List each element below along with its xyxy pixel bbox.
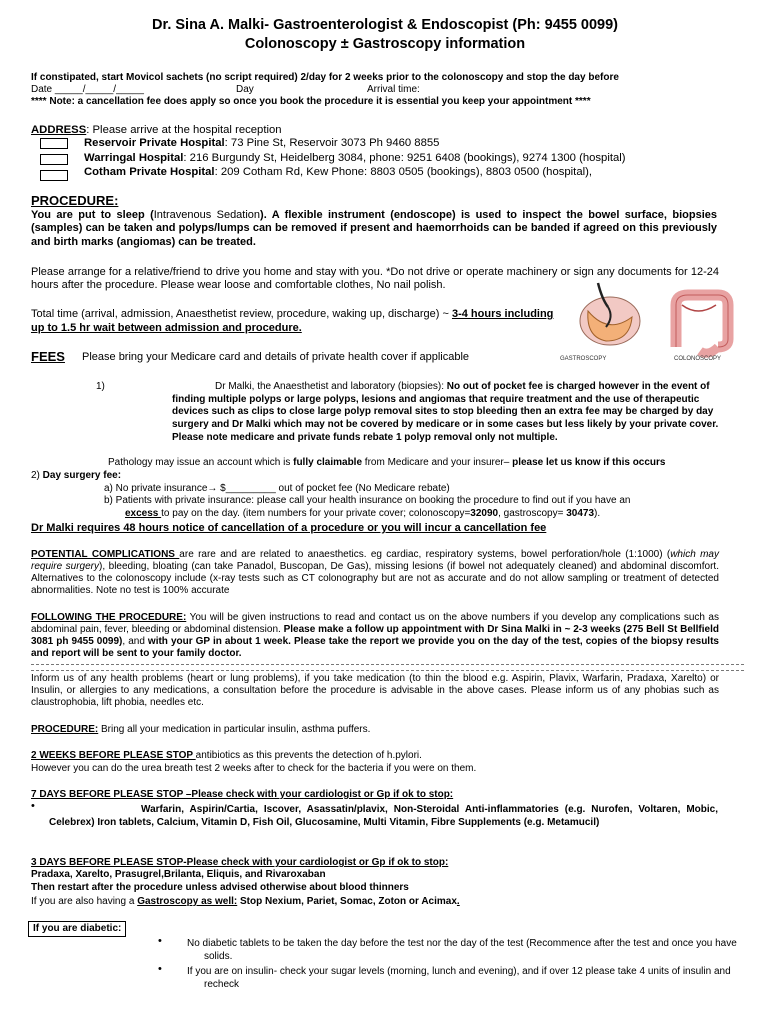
divider-line [31,664,744,665]
date-field-label: Date _____/_____/_____ [31,84,144,95]
hospital-details: : 209 Cotham Rd, Kew Phone: 8803 0505 (bookings), 8803 0500 (hospital), [214,166,593,178]
fees-heading: FEES [31,349,65,364]
potential-complications: POTENTIAL COMPLICATIONS are rare and are related to anaesthetics. eg cardiac, respiratory systems, bowel perforation/hole (1:1000) (which may require surgery), bleeding, bloating (can take Panadol, Buscopan, De Gas), missing lesions (if bowel not adequately cleaned) and abdominal discomfort. Alternatives to the colonoscopy include (x-ray tests such as CT colonography but are not as accurate and do not allow sampling or treatment of detected abnormalities. Note no test is 100% accurate [31,549,719,596]
cancellation-notice: Dr Malki requires 48 hours notice of cancellation of a procedure or you will incur a cancellation fee [31,522,547,534]
divider-line [31,670,744,671]
hospital-name: Warringal Hospital [84,152,184,164]
hospital-details: : 216 Burgundy St, Heidelberg 3084, phone: 9251 6408 (bookings), 9274 1300 (hospital) [183,152,626,164]
hospital-name: Reservoir Private Hospital [84,137,225,149]
hospital-checkbox-warringal[interactable] [40,154,68,165]
day-field-label: Day [236,84,254,95]
diabetic-heading: If you are diabetic: [28,921,126,937]
endoscopy-illustration [558,277,736,365]
movicol-instruction: If constipated, start Movicol sachets (no script required) 2/day for 2 weeks prior to the colonoscopy and stop the day before [31,72,619,83]
address-instruction: : Please arrive at the hospital reception [86,124,282,136]
fee-item-1: Dr Malki, the Anaesthetist and laboratory (biopsies): No out of pocket fee is charged however in the event of finding multiple polyps or large polyps, lesions and angiomas that require treatment and the use of therapeutic devices such as clips to close large polyp removal sites to stop bleeding then an extra fee may be charged by day surgery and Dr Malki which may not be covered by medicare or in some cases but less likely by your private cover. Please note medicare and private funds rebate 1 polyp removal only not multiple. [172,381,719,443]
two-weeks-before: 2 WEEKS BEFORE PLEASE STOP antibiotics as this prevents the detection of h.pylori. [31,750,422,761]
bullet-icon: • [31,800,35,812]
gastroscopy-image [580,283,640,345]
procedure-arrangements: Please arrange for a relative/friend to drive you home and stay with you. *Do not drive or operate machinery or sign any documents for 12-24 hours after the procedure. Please wear loose and comfortable clothes, No nail polish. [31,266,719,292]
procedure-heading: PROCEDURE: [31,193,119,208]
pathology-note: Pathology may issue an account which is fully claimable from Medicare and your insurer– please let us know if this occurs [108,457,666,468]
gastroscopy-label: GASTROSCOPY [560,356,607,362]
procedure-medication: PROCEDURE: Bring all your medication in particular insulin, asthma puffers. [31,724,371,735]
two-weeks-breath-test: However you can do the urea breath test 2 weeks after to check for the bacteria if you were on them. [31,763,477,774]
hospital-details: : 73 Pine St, Reservoir 3073 Ph 9460 8855 [224,137,440,149]
bullet-icon: • [158,935,162,947]
three-days-medications: Pradaxa, Xarelto, Prasugrel,Brilanta, Eliquis, and Rivaroxaban [31,869,326,880]
colonoscopy-label: COLONOSCOPY [674,356,722,362]
fee-item-2: 2) Day surgery fee: [31,470,122,481]
procedure-description: You are put to sleep (Intravenous Sedation). A flexible instrument (endoscope) is used to inspect the bowel surface, biopsies (samples) can be taken and polyps/lumps can be removed if present and haemorrhoids can be banded if agreed on this previously and birth marks (angiomas) can be treated. [31,209,717,248]
fee-item-2b-line2: excess to pay on the day. (item numbers for your private cover; colonoscopy=32090, gastroscopy= 30473). [125,508,601,519]
address-section [31,124,282,138]
bullet-icon: • [158,963,162,975]
fee-item-2a: a) No private insurance→ $_________ out of pocket fee (No Medicare rebate) [104,483,450,494]
page-subtitle: Colonoscopy ± Gastroscopy information [244,36,526,52]
hospital-name: Cotham Private Hospital [84,166,215,178]
seven-days-medications: Warfarin, Aspirin/Cartia, Iscover, Asassatin/plavix, Non-Steroidal Anti-inflammatories (e.g. Nurofen, Voltaren, Mobic, Celebrex) Iron tablets, Calcium, Vitamin D, Fish Oil, Glucosamine, Multi Vitamin, Fibre Supplements (e.g. Metamucil) [49,804,718,828]
restart-instruction: Then restart after the procedure unless advised otherwise about blood thinners [31,882,409,893]
arrival-time-label: Arrival time: [367,84,420,95]
hospital-checkbox-cotham[interactable] [40,170,68,181]
diabetic-item-tablets: No diabetic tablets to be taken the day before the test nor the day of the test (Recommence after the test and once you have solids. [187,938,737,962]
hospital-warringal [84,152,626,166]
page-title: Dr. Sina A. Malki- Gastroenterologist & Endoscopist (Ph: 9455 0099) [152,17,618,33]
following-procedure: FOLLOWING THE PROCEDURE: You will be given instructions to read and contact us on the above numbers if you develop any complications such as abdominal pain, fever, bleeding or abdominal distension. Please make a follow up appointment with Dr Sina Malki in ~ 2-3 weeks (275 Bell St Bellfield 3081 ph 9455 0099), and with your GP in about 1 week. Please take the report we provide you on the day of the test, copies of the biopsy results and report will be sent to your family doctor. [31,612,719,659]
colonoscopy-image [676,295,728,353]
three-days-heading: 3 DAYS BEFORE PLEASE STOP-Please check with your cardiologist or Gp if ok to stop: [31,857,449,868]
hospital-cotham [84,166,592,180]
seven-days-heading: 7 DAYS BEFORE PLEASE STOP –Please check with your cardiologist or Gp if ok to stop: [31,789,454,800]
diabetic-item-insulin: If you are on insulin- check your sugar levels (morning, lunch and evening), and if over 12 please take 4 units of insulin and recheck [187,966,731,990]
cancellation-note: **** Note: a cancellation fee does apply so once you book the procedure it is essential you keep your appointment **** [31,96,591,107]
gastroscopy-stop-note: If you are also having a Gastroscopy as well: Stop Nexium, Pariet, Somac, Zoton or Acimax. [31,896,460,907]
fees-intro: Please bring your Medicare card and details of private health cover if applicable [82,351,470,363]
inform-health-problems: Inform us of any health problems (heart or lung problems), if you take medication (to thin the blood e.g. Aspirin, Plavix, Warfarin, Pradaxa, Xarelto) or Insulin, or allergies to any medications, a consultation before the procedure is advisable in the above cases. Please inform us of any phobias such as claustrophobia, lift phobia, needles etc. [31,673,719,708]
fee-item-1-number: 1) [96,381,105,392]
procedure-total-time: Total time (arrival, admission, Anaesthetist review, procedure, waking up, discharge) ~ 3-4 hours including up to 1.5 hr wait between admission and procedure. [31,308,554,334]
hospital-reservoir [84,137,439,151]
address-heading: ADDRESS [31,124,87,136]
hospital-checkbox-reservoir[interactable] [40,138,68,149]
fee-item-2b-line1: b) Patients with private insurance: please call your health insurance on booking the procedure to find out if you have an [104,495,631,506]
